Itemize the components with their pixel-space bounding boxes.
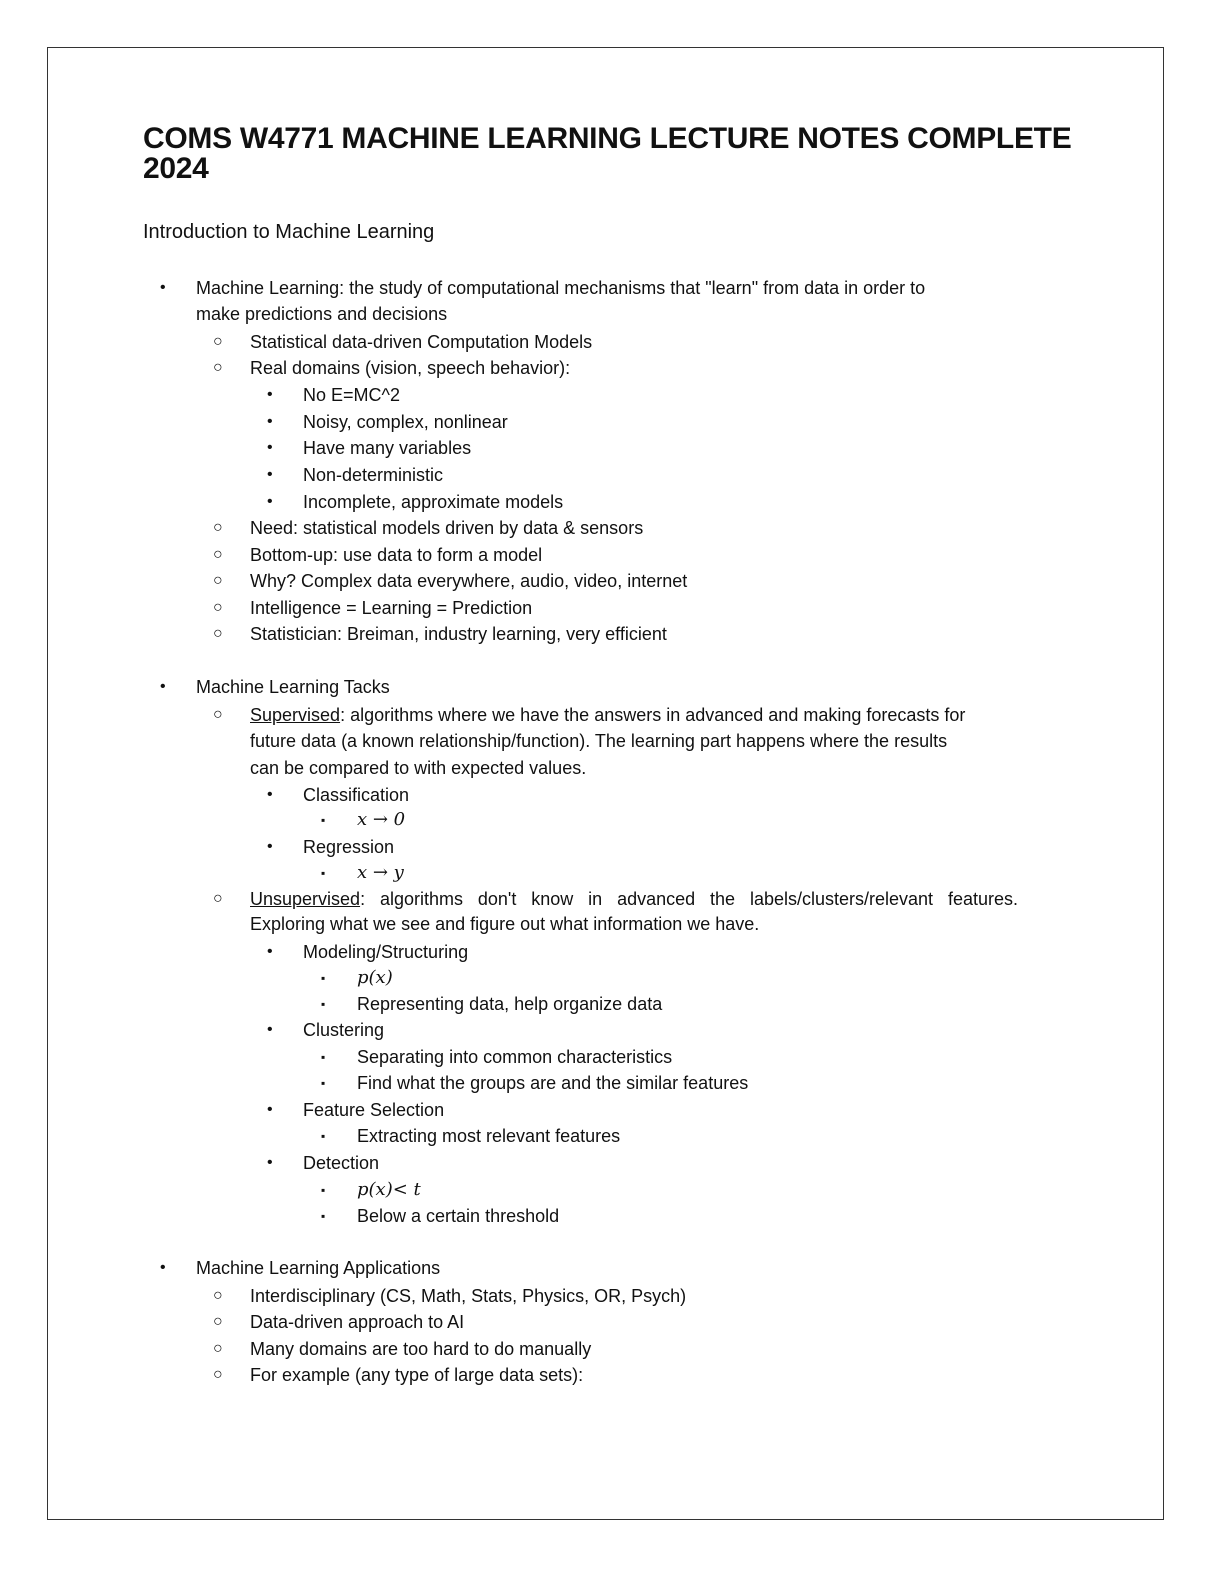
bullet-marker: • xyxy=(267,1101,273,1118)
list-item: Representing data, help organize data xyxy=(357,994,663,1014)
supervised-definition: : algorithms where we have the answers in advanced and making forecasts for xyxy=(340,705,966,725)
list-item: No E=MC^2 xyxy=(303,385,400,405)
square-marker: ▪ xyxy=(321,1209,326,1223)
circle-marker: ○ xyxy=(213,706,223,723)
list-item: Find what the groups are and the similar features xyxy=(357,1073,749,1093)
list-item: Incomplete, approximate models xyxy=(303,492,564,512)
list-item-continuation: future data (a known relationship/function). The learning part happens where the results xyxy=(250,731,948,751)
square-marker: ▪ xyxy=(321,1076,326,1090)
list-item: Extracting most relevant features xyxy=(357,1126,621,1146)
formula: x → 0 xyxy=(357,809,406,830)
list-item: Interdisciplinary (CS, Math, Stats, Physics, OR, Psych) xyxy=(250,1286,687,1306)
list-item-continuation: Exploring what we see and figure out what information we have. xyxy=(250,914,760,934)
list-item: Intelligence = Learning = Prediction xyxy=(250,598,533,618)
list-item: Separating into common characteristics xyxy=(357,1047,673,1067)
list-item: Machine Learning Tacks xyxy=(196,677,390,697)
list-item: Clustering xyxy=(303,1020,385,1040)
list-item: Classification xyxy=(303,785,410,805)
square-marker: ▪ xyxy=(321,971,326,985)
circle-marker: ○ xyxy=(213,890,223,907)
bullet-marker: • xyxy=(267,439,273,456)
list-item-continuation: make predictions and decisions xyxy=(196,304,448,324)
list-item: Regression xyxy=(303,837,395,857)
circle-marker: ○ xyxy=(213,1313,223,1330)
page-title: COMS W4771 MACHINE LEARNING LECTURE NOTES COMPLETE 2024 xyxy=(143,122,1072,185)
circle-marker: ○ xyxy=(213,1287,223,1304)
list-item xyxy=(250,888,1018,910)
circle-marker: ○ xyxy=(213,625,223,642)
square-marker: ▪ xyxy=(321,813,326,827)
list-item: Modeling/Structuring xyxy=(303,942,469,962)
list-item: Bottom-up: use data to form a model xyxy=(250,545,543,565)
square-marker: ▪ xyxy=(321,866,326,880)
bullet-marker: • xyxy=(267,838,273,855)
supervised-term: Supervised xyxy=(250,705,341,725)
bullet-marker: • xyxy=(267,1154,273,1171)
bullet-marker: • xyxy=(160,1259,166,1276)
list-item: Need: statistical models driven by data & sensors xyxy=(250,518,644,538)
unsupervised-definition: : algorithms don't know in advanced the labels/clusters/relevant features. xyxy=(360,889,1018,909)
formula: p(x)< t xyxy=(357,1179,421,1200)
section-heading: Introduction to Machine Learning xyxy=(143,221,435,243)
square-marker: ▪ xyxy=(321,997,326,1011)
list-item: Non-deterministic xyxy=(303,465,444,485)
bullet-marker: • xyxy=(160,678,166,695)
list-item: Statistical data-driven Computation Models xyxy=(250,332,593,352)
bullet-marker: • xyxy=(267,413,273,430)
list-item: Below a certain threshold xyxy=(357,1206,560,1226)
list-item: Noisy, complex, nonlinear xyxy=(303,412,508,432)
circle-marker: ○ xyxy=(213,599,223,616)
square-marker: ▪ xyxy=(321,1050,326,1064)
list-item: Machine Learning: the study of computational mechanisms that "learn" from data in order to xyxy=(196,278,926,298)
formula: x → y xyxy=(357,862,404,883)
bullet-marker: • xyxy=(267,943,273,960)
list-item: Why? Complex data everywhere, audio, video, internet xyxy=(250,571,688,591)
list-item: Statistician: Breiman, industry learning, very efficient xyxy=(250,624,667,644)
bullet-marker: • xyxy=(267,786,273,803)
bullet-marker: • xyxy=(267,466,273,483)
circle-marker: ○ xyxy=(213,572,223,589)
square-marker: ▪ xyxy=(321,1129,326,1143)
list-item: Real domains (vision, speech behavior): xyxy=(250,358,571,378)
formula: p(x) xyxy=(357,967,393,988)
list-item: Many domains are too hard to do manually xyxy=(250,1339,592,1359)
list-item-continuation: can be compared to with expected values. xyxy=(250,758,587,778)
circle-marker: ○ xyxy=(213,1340,223,1357)
circle-marker: ○ xyxy=(213,359,223,376)
circle-marker: ○ xyxy=(213,519,223,536)
list-item: Have many variables xyxy=(303,438,472,458)
bullet-marker: • xyxy=(267,386,273,403)
list-item: Data-driven approach to AI xyxy=(250,1312,465,1332)
list-item: Feature Selection xyxy=(303,1100,445,1120)
bullet-marker: • xyxy=(267,493,273,510)
circle-marker: ○ xyxy=(213,546,223,563)
list-item: For example (any type of large data sets): xyxy=(250,1365,584,1385)
list-item xyxy=(250,704,965,726)
circle-marker: ○ xyxy=(213,1366,223,1383)
square-marker: ▪ xyxy=(321,1183,326,1197)
list-item: Detection xyxy=(303,1153,380,1173)
unsupervised-term: Unsupervised xyxy=(250,889,361,909)
list-item: Machine Learning Applications xyxy=(196,1258,441,1278)
bullet-marker: • xyxy=(267,1021,273,1038)
bullet-marker: • xyxy=(160,279,166,296)
circle-marker: ○ xyxy=(213,333,223,350)
